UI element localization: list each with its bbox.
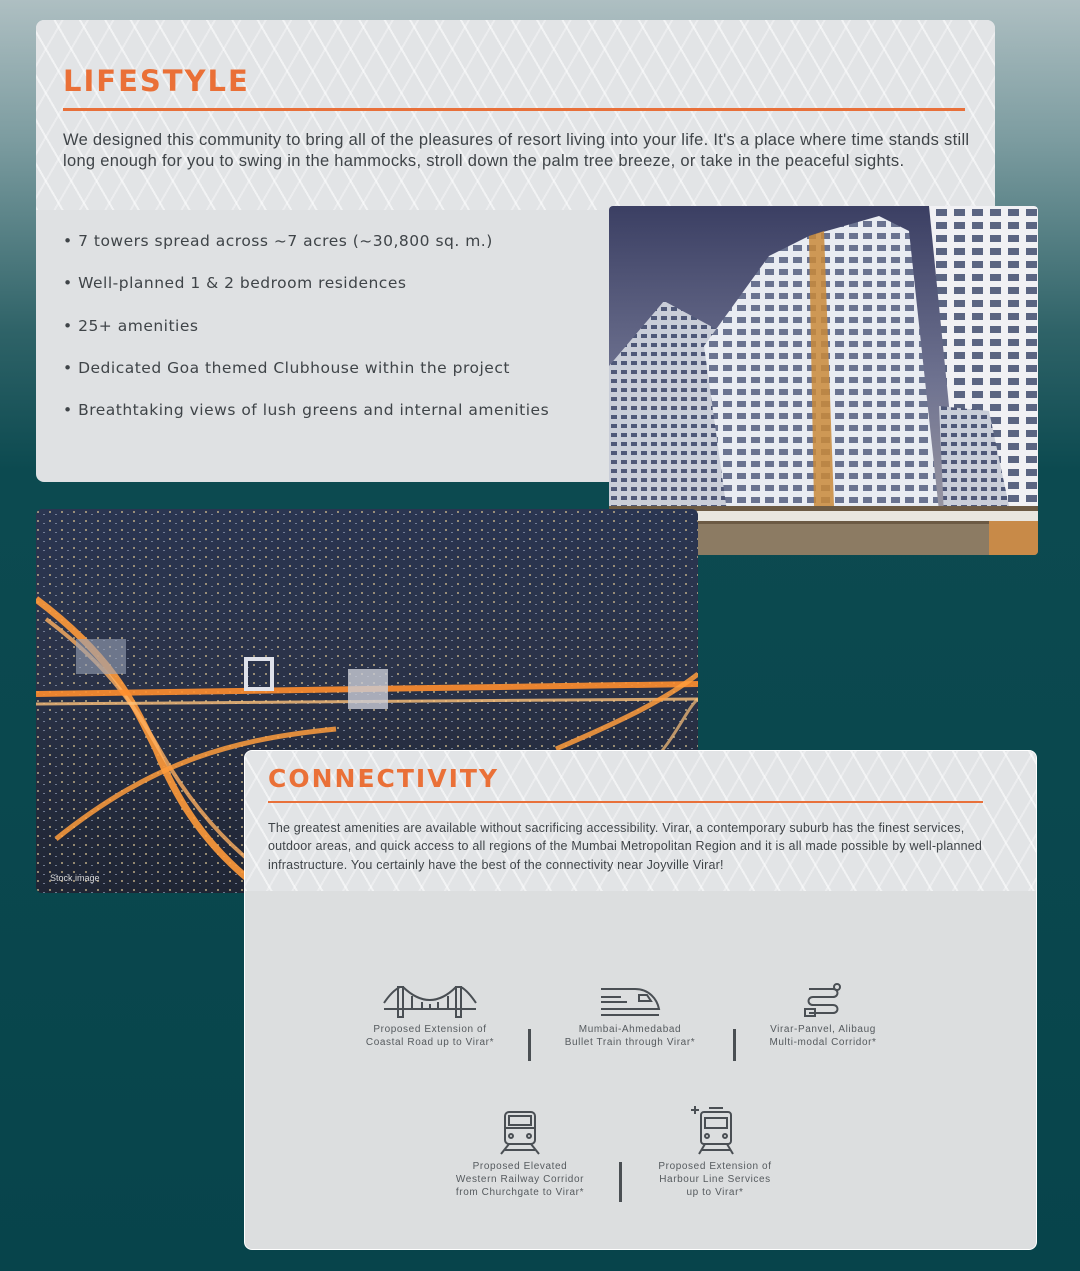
stock-image-caption: Stock image [50, 873, 100, 883]
lifestyle-divider [63, 108, 965, 111]
connectivity-title: CONNECTIVITY [268, 764, 500, 793]
item-separator [528, 1029, 531, 1061]
connectivity-item-label: Proposed Extension of Harbour Line Services up to Virar* [658, 1161, 772, 1198]
lifestyle-bullet-list [63, 232, 549, 443]
lifestyle-description: We designed this community to bring all of the pleasures of resort living into your life. It's a place where time stands still long enough for you to swing in the hammocks, stroll down the palm tree breeze, or take in the peaceful sights. [63, 131, 970, 170]
lifestyle-header-pattern [36, 20, 995, 210]
bullet-item: • Dedicated Goa themed Clubhouse within the project [63, 359, 549, 401]
connectivity-card [244, 750, 1037, 1250]
bullet-item: • Breathtaking views of lush greens and internal amenities [63, 401, 549, 443]
item-separator [733, 1029, 736, 1061]
item-separator [619, 1162, 622, 1202]
bullet-item: • 7 towers spread across ~7 acres (~30,800 sq. m.) [63, 232, 549, 274]
lifestyle-title: LIFESTYLE [63, 64, 250, 98]
connectivity-item-multimodal-corridor [738, 983, 908, 1050]
connectivity-item-coastal-road [345, 983, 515, 1050]
connectivity-item-label: Proposed Extension of Coastal Road up to Virar* [365, 1024, 495, 1048]
metro-train-icon [497, 1108, 543, 1156]
connectivity-item-label: Mumbai-Ahmedabad Bullet Train through Virar* [564, 1024, 696, 1048]
connectivity-description: The greatest amenities are available without sacrificing accessibility. Virar, a contemporary suburb has the finest services, outdoor areas, and quick access to all regions of the Mumbai Metropolitan Region and it is all made possible by well-planned infrastructure. You certainly have the best of the connectivity near Joyville Virar! [268, 821, 983, 872]
connectivity-item-bullet-train [545, 983, 715, 1050]
building-photo [609, 206, 1038, 555]
bullet-item: • 25+ amenities [63, 317, 549, 359]
bridge-icon [382, 983, 478, 1019]
connectivity-item-harbour-line [630, 1104, 800, 1199]
connectivity-item-western-railway [435, 1108, 605, 1199]
connectivity-item-label: Virar-Panvel, Alibaug Multi-modal Corridor* [769, 1024, 877, 1048]
connectivity-divider [268, 801, 983, 803]
road-corridor-icon [803, 983, 843, 1019]
local-train-icon [689, 1104, 741, 1156]
bullet-item: • Well-planned 1 & 2 bedroom residences [63, 274, 549, 316]
bullet-train-icon [599, 983, 661, 1019]
connectivity-item-label: Proposed Elevated Western Railway Corridor from Churchgate to Virar* [455, 1161, 585, 1198]
